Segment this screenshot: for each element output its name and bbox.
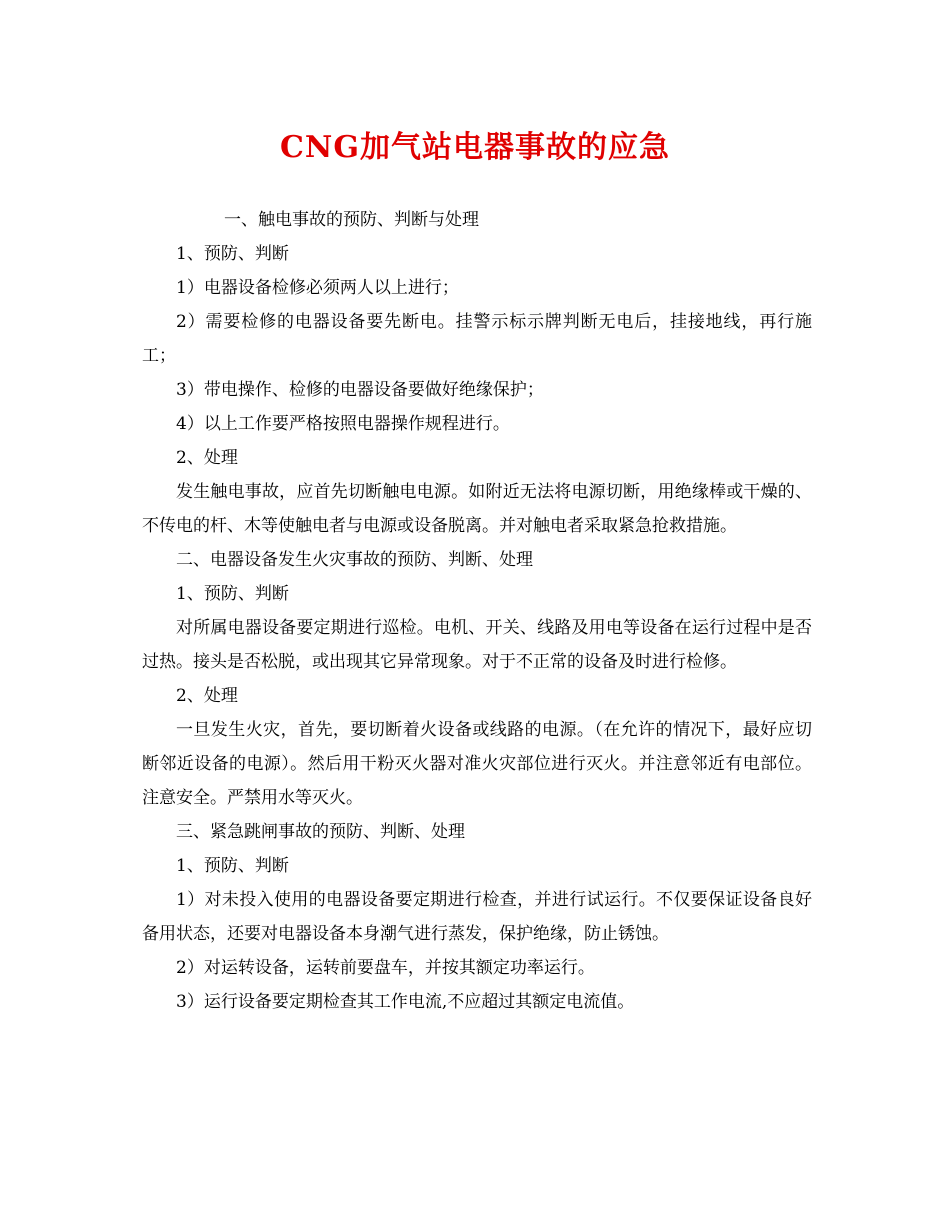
section-heading: 二、电器设备发生火灾事故的预防、判断、处理 [176, 550, 533, 570]
list-item: 1）电器设备检修必须两人以上进行； [176, 278, 459, 298]
list-item: 4）以上工作要严格按照电器操作规程进行。 [176, 414, 510, 434]
document-body [142, 203, 812, 1019]
list-item: 1）对未投入使用的电器设备要定期进行检查，并进行试运行。不仅要保证设备良好备用状态，还要对电器设备本身潮气进行蒸发，保护绝缘，防止锈蚀。 [142, 890, 812, 944]
list-item: 3）带电操作、检修的电器设备要做好绝缘保护； [176, 380, 544, 400]
subsection-heading: 2、处理 [176, 686, 238, 706]
list-item: 3）运行设备要定期检查其工作电流,不应超过其额定电流值。 [176, 992, 635, 1012]
subsection-heading: 1、预防、判断 [176, 856, 289, 876]
subsection-heading: 1、预防、判断 [176, 244, 289, 264]
body-paragraph: 对所属电器设备要定期进行巡检。电机、开关、线路及用电等设备在运行过程中是否过热。接头是否松脱，或出现其它异常现象。对于不正常的设备及时进行检修。 [142, 618, 812, 672]
section-heading: 三、紧急跳闸事故的预防、判断、处理 [176, 822, 465, 842]
document-title: CNG加气站电器事故的应急 [280, 130, 670, 165]
section-heading: 一、触电事故的预防、判断与处理 [224, 210, 479, 230]
subsection-heading: 1、预防、判断 [176, 584, 289, 604]
list-item: 2）对运转设备，运转前要盘车，并按其额定功率运行。 [176, 958, 595, 978]
body-paragraph: 一旦发生火灾，首先，要切断着火设备或线路的电源。（在允许的情况下，最好应切断邻近设备的电源）。然后用干粉灭火器对准火灾部位进行灭火。并注意邻近有电部位。注意安全。严禁用水等灭火。 [142, 720, 812, 808]
list-item: 2）需要检修的电器设备要先断电。挂警示标示牌判断无电后，挂接地线，再行施工； [142, 312, 812, 366]
subsection-heading: 2、处理 [176, 448, 238, 468]
body-paragraph: 发生触电事故，应首先切断触电电源。如附近无法将电源切断，用绝缘棒或干燥的、不传电的杆、木等使触电者与电源或设备脱离。并对触电者采取紧急抢救措施。 [142, 482, 812, 536]
